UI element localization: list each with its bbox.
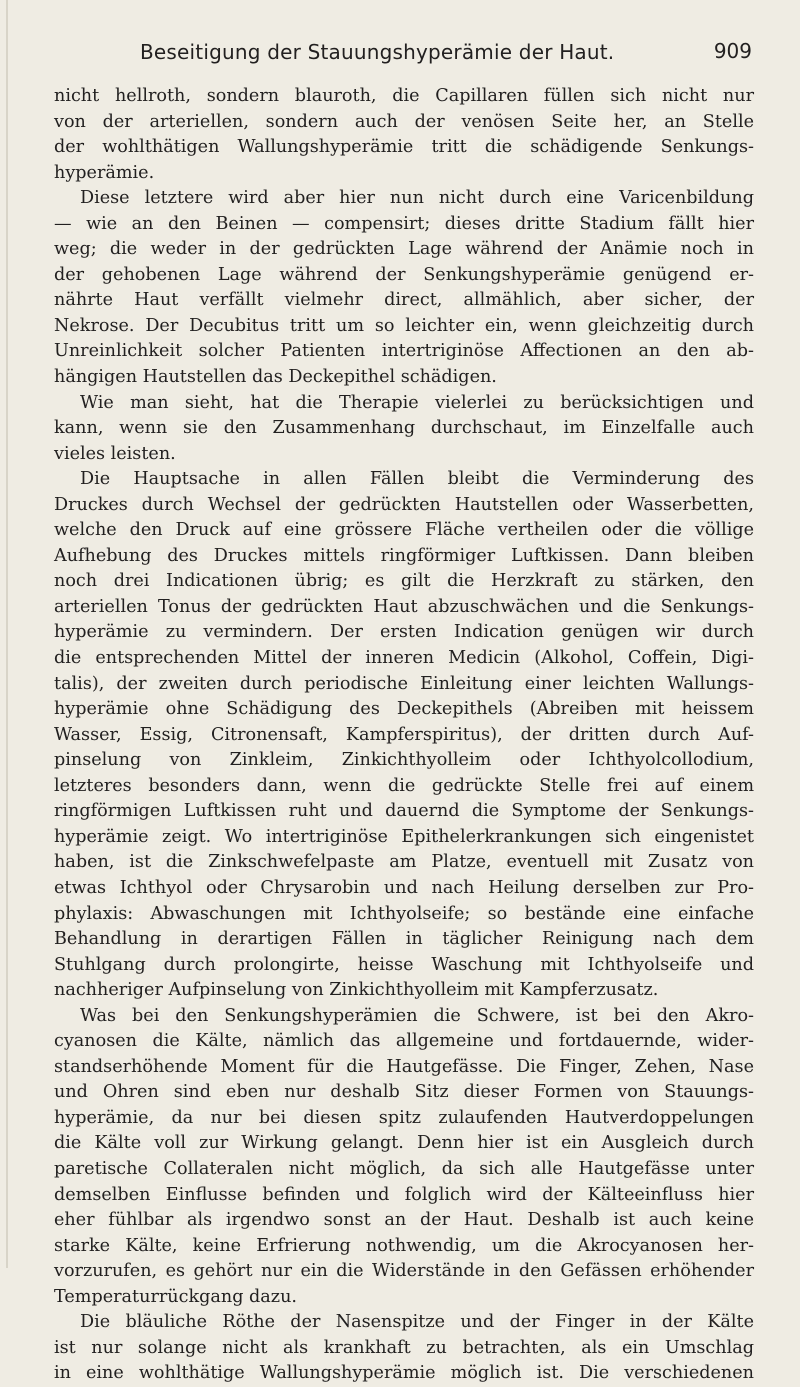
text-line: nachheriger Aufpinselung von Zinkichthyolleim mit Kampferzusatz. (54, 980, 659, 1001)
text-line: der wohlthätigen Wallungshyperämie tritt die schädigende Senkungs- (54, 137, 754, 158)
text-line: cyanosen die Kälte, nämlich das allgemeine und fortdauernde, wider- (54, 1031, 754, 1052)
page-number: 909 (713, 39, 752, 63)
text-line: noch drei Indicationen übrig; es gilt die Herzkraft zu stärken, den (54, 571, 754, 592)
running-title: Beseitigung der Stauungshyperämie der Haut. (140, 40, 615, 64)
text-line: haben, ist die Zinkschwefelpaste am Platze, eventuell mit Zusatz von (54, 852, 754, 873)
text-line: paretische Collateralen nicht möglich, da sich alle Hautgefässe unter (54, 1158, 754, 1179)
paragraph (54, 1310, 754, 1387)
text-line: hyperämie ohne Schädigung des Deckepithels (Abreiben mit heissem (54, 699, 754, 720)
body-text (54, 84, 754, 1387)
text-line: kann, wenn sie den Zusammenhang durchschaut, im Einzelfalle auch (54, 418, 754, 439)
text-line: Die Hauptsache in allen Fällen bleibt die Verminderung des (80, 469, 754, 490)
text-line: — wie an den Beinen — compensirt; dieses dritte Stadium fällt hier (54, 213, 754, 234)
text-line: hängigen Hautstellen das Deckepithel schädigen. (54, 367, 497, 388)
page-edge-shadow (6, 0, 8, 1268)
text-line: Druckes durch Wechsel der gedrückten Hautstellen oder Wasserbetten, (54, 494, 754, 515)
text-line: standserhöhende Moment für die Hautgefässe. Die Finger, Zehen, Nase (54, 1056, 754, 1077)
text-line: demselben Einflusse befinden und folglich wird der Kälteeinfluss hier (54, 1184, 754, 1205)
text-line: phylaxis: Abwaschungen mit Ichthyolseife; so bestände eine einfache (54, 903, 754, 924)
text-line: und Ohren sind eben nur deshalb Sitz dieser Formen von Stauungs- (54, 1082, 754, 1103)
text-line: Nekrose. Der Decubitus tritt um so leichter ein, wenn gleichzeitig durch (54, 315, 754, 336)
text-line: Behandlung in derartigen Fällen in täglicher Reinigung nach dem (54, 929, 754, 950)
text-line: hyperämie zu vermindern. Der ersten Indication genügen wir durch (54, 622, 754, 643)
text-line: nährte Haut verfällt vielmehr direct, allmählich, aber sicher, der (54, 290, 754, 311)
text-line: Aufhebung des Druckes mittels ringförmiger Luftkissen. Dann bleiben (54, 545, 754, 566)
text-line: welche den Druck auf eine grössere Fläche vertheilen oder die völlige (54, 520, 754, 541)
text-line: Stuhlgang durch prolongirte, heisse Waschung mit Ichthyolseife und (54, 954, 754, 975)
text-line: Wie man sieht, hat die Therapie vielerlei zu berücksichtigen und (80, 392, 754, 413)
text-line: weg; die weder in der gedrückten Lage während der Anämie noch in (54, 239, 754, 260)
text-line: arteriellen Tonus der gedrückten Haut abzuschwächen und die Senkungs- (54, 596, 754, 617)
text-line: Diese letztere wird aber hier nun nicht durch eine Varicenbildung (80, 188, 754, 209)
page-header (60, 40, 760, 70)
text-line: die Kälte voll zur Wirkung gelangt. Denn hier ist ein Ausgleich durch (54, 1133, 754, 1154)
text-line: die entsprechenden Mittel der inneren Medicin (Alkohol, Coffein, Digi- (54, 648, 754, 669)
paragraph (54, 467, 754, 1003)
text-line: der gehobenen Lage während der Senkungshyperämie genügend er- (54, 264, 754, 285)
text-line: von der arteriellen, sondern auch der venösen Seite her, an Stelle (54, 111, 754, 132)
text-line: eher fühlbar als irgendwo sonst an der Haut. Deshalb ist auch keine (54, 1210, 754, 1231)
text-line: pinselung von Zinkleim, Zinkichthyolleim oder Ichthyolcollodium, (54, 750, 754, 771)
text-line: vorzurufen, es gehört nur ein die Widerstände in den Gefässen erhöhender (54, 1261, 754, 1282)
text-line: starke Kälte, keine Erfrierung nothwendig, um die Akrocyanosen her- (54, 1235, 754, 1256)
text-line: letzteres besonders dann, wenn die gedrückte Stelle frei auf einem (54, 775, 754, 796)
text-line: vieles leisten. (54, 443, 176, 464)
paragraph (54, 391, 754, 468)
paragraph (54, 186, 754, 390)
text-line: Temperaturrückgang dazu. (54, 1286, 297, 1307)
text-line: in eine wohlthätige Wallungshyperämie möglich ist. Die verschiedenen (54, 1363, 754, 1384)
text-line: Die bläuliche Röthe der Nasenspitze und der Finger in der Kälte (80, 1312, 754, 1333)
text-line: hyperämie. (54, 162, 155, 183)
text-line: ist nur solange nicht als krankhaft zu betrachten, als ein Umschlag (54, 1337, 754, 1358)
text-line: Unreinlichkeit solcher Patienten intertriginöse Affectionen an den ab- (54, 341, 754, 362)
text-line: talis), der zweiten durch periodische Einleitung einer leichten Wallungs- (54, 673, 754, 694)
paragraph (54, 84, 754, 186)
text-line: nicht hellroth, sondern blauroth, die Capillaren füllen sich nicht nur (54, 86, 754, 106)
text-line: Wasser, Essig, Citronensaft, Kampferspiritus), der dritten durch Auf- (54, 724, 754, 745)
text-line: hyperämie, da nur bei diesen spitz zulaufenden Hautverdoppelungen (54, 1107, 754, 1128)
text-line: ringförmigen Luftkissen ruht und dauernd die Symptome der Senkungs- (54, 801, 754, 822)
text-line: Was bei den Senkungshyperämien die Schwere, ist bei den Akro- (80, 1005, 754, 1026)
text-line: hyperämie zeigt. Wo intertriginöse Epithelerkrankungen sich eingenistet (54, 826, 754, 847)
paragraph (54, 1004, 754, 1311)
text-line: etwas Ichthyol oder Chrysarobin und nach Heilung derselben zur Pro- (54, 877, 754, 898)
